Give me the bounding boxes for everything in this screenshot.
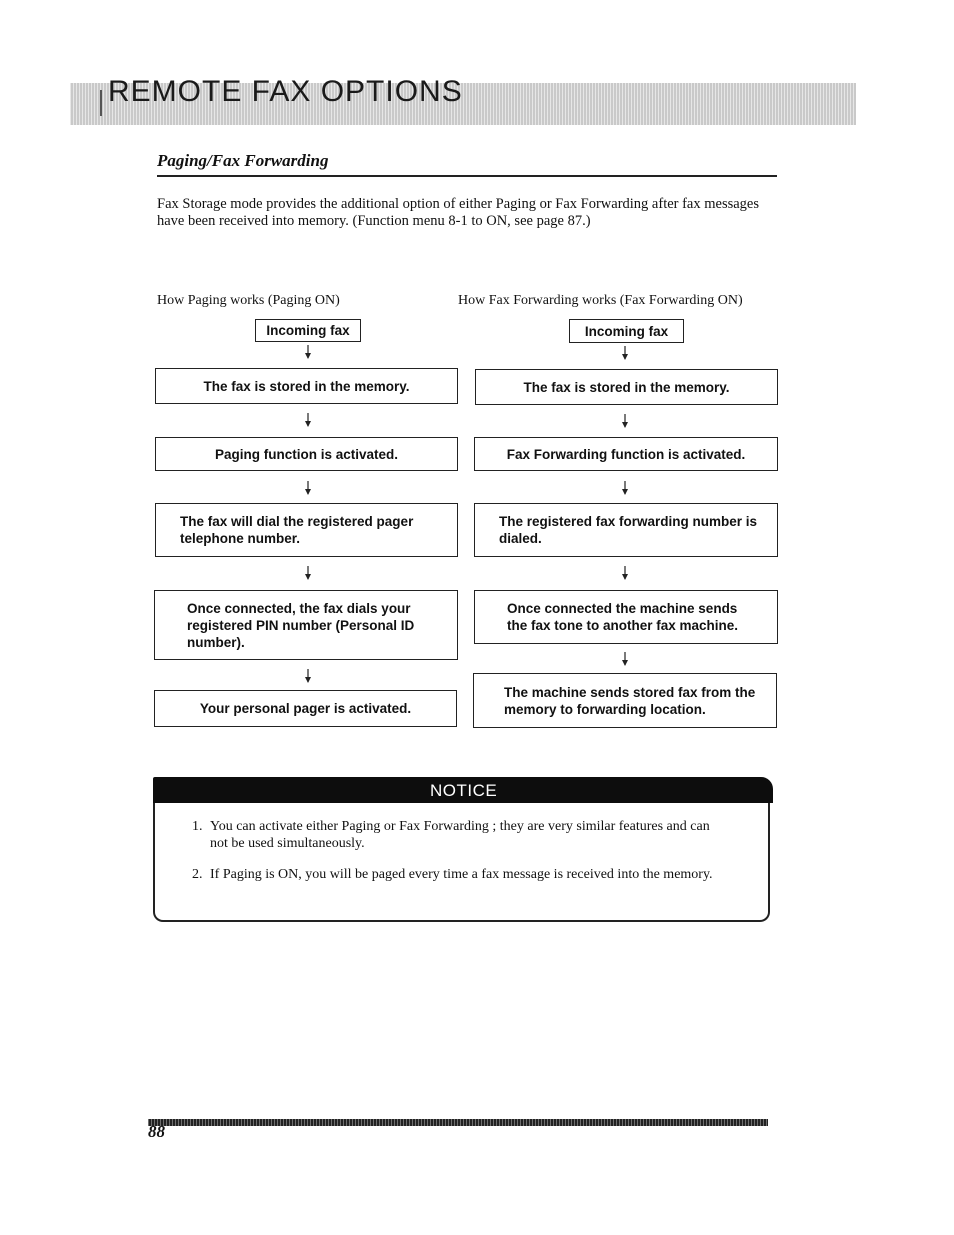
down-arrow-icon bbox=[303, 669, 313, 683]
paging-step-incoming-fax: Incoming fax bbox=[255, 319, 361, 342]
forwarding-caption: How Fax Forwarding works (Fax Forwarding ON) bbox=[458, 293, 743, 308]
page-number: 88 bbox=[148, 1122, 165, 1141]
paging-caption: How Paging works (Paging ON) bbox=[157, 293, 340, 308]
paging-step-pager-activated: Your personal pager is activated. bbox=[154, 690, 457, 727]
down-arrow-icon bbox=[303, 481, 313, 495]
notice-item bbox=[192, 818, 730, 852]
paging-step-stored: The fax is stored in the memory. bbox=[155, 368, 458, 404]
forwarding-step-dial-number: The registered fax forwarding number is dialed. bbox=[474, 503, 778, 557]
down-arrow-icon bbox=[620, 346, 630, 360]
down-arrow-icon bbox=[303, 345, 313, 359]
down-arrow-icon bbox=[303, 566, 313, 580]
paging-step-dial-pin: Once connected, the fax dials your registered PIN number (Personal ID number). bbox=[154, 590, 458, 660]
forwarding-step-incoming-fax: Incoming fax bbox=[569, 319, 684, 343]
forwarding-step-send-tone: Once connected the machine sends the fax tone to another fax machine. bbox=[474, 590, 778, 644]
paging-step-activated: Paging function is activated. bbox=[155, 437, 458, 471]
down-arrow-icon bbox=[620, 481, 630, 495]
down-arrow-icon bbox=[620, 566, 630, 580]
intro-paragraph: Fax Storage mode provides the additional option of either Paging or Fax Forwarding after fax messages have been received into memory. (Function menu 8-1 to ON, see page 87.) bbox=[157, 196, 760, 229]
down-arrow-icon bbox=[303, 413, 313, 427]
header-tick-mark bbox=[100, 90, 102, 116]
section-title: Paging/Fax Forwarding bbox=[157, 151, 329, 170]
notice-item bbox=[192, 866, 730, 883]
paging-step-dial-pager: The fax will dial the registered pager telephone number. bbox=[155, 503, 458, 557]
forwarding-step-stored: The fax is stored in the memory. bbox=[475, 369, 778, 405]
notice-item-number: 2. bbox=[192, 867, 203, 882]
chapter-title: REMOTE FAX OPTIONS bbox=[108, 75, 463, 108]
notice-item-text: You can activate either Paging or Fax Forwarding ; they are very similar features and can not be used simultaneously. bbox=[210, 819, 710, 851]
notice-item-number: 1. bbox=[192, 819, 203, 834]
down-arrow-icon bbox=[620, 414, 630, 428]
notice-item-text: If Paging is ON, you will be paged every time a fax message is received into the memory. bbox=[210, 867, 713, 882]
notice-label: NOTICE bbox=[430, 781, 498, 800]
footer-bar bbox=[148, 1119, 768, 1126]
section-rule bbox=[157, 175, 777, 177]
down-arrow-icon bbox=[620, 652, 630, 666]
forwarding-step-send-stored: The machine sends stored fax from the memory to forwarding location. bbox=[473, 673, 777, 728]
forwarding-step-activated: Fax Forwarding function is activated. bbox=[474, 437, 778, 471]
